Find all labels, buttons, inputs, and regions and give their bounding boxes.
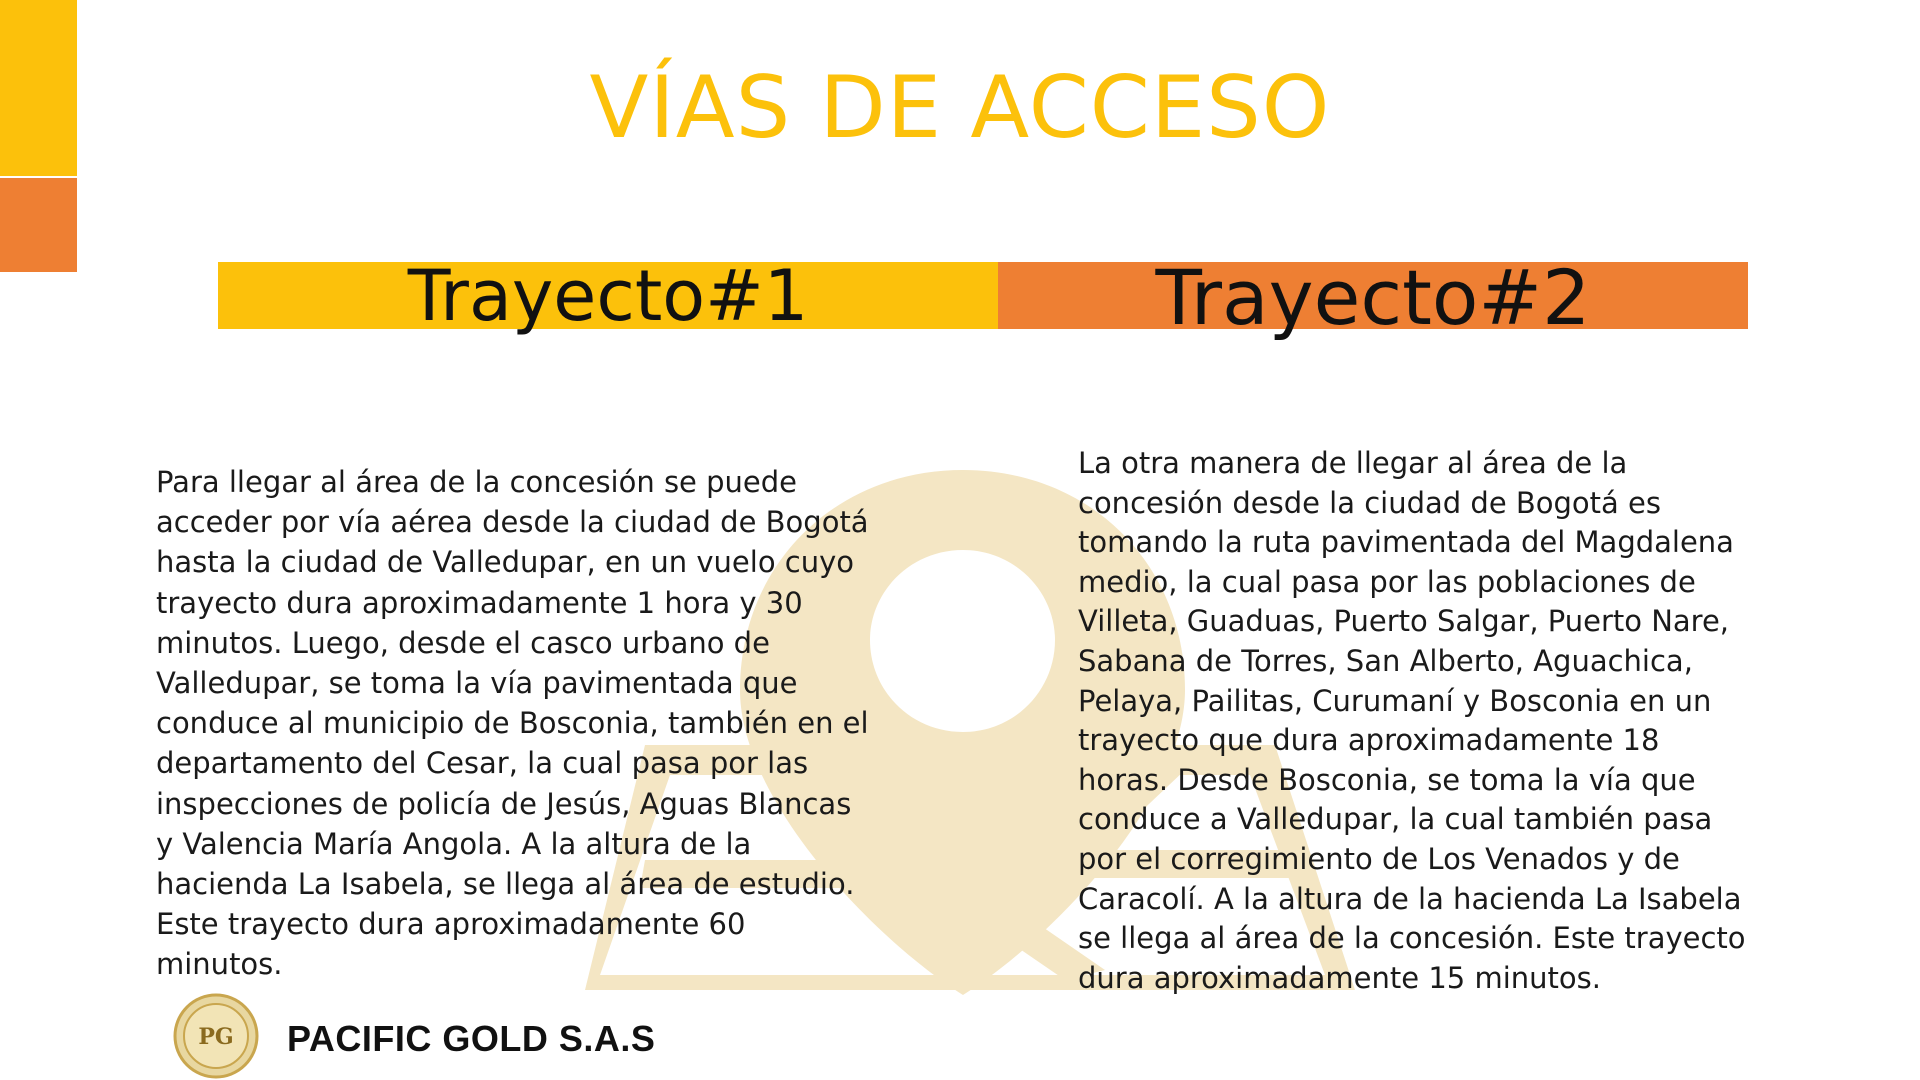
route-2-description: La otra manera de llegar al área de la concesión desde la ciudad de Bogotá es tomando la ruta pavimentada del Magdalena medio, la cual pasa por las poblaciones de Villeta, Guaduas, Puerto Salgar, Puerto Nare, Sabana de Torres, San Alberto, Aguachica, Pelaya, Pailitas, Curumaní y Bosconia en un trayecto que dura aproximadamente 18 horas. Desde Bosconia, se toma la vía que conduce a Valledupar, la cual también pasa por el corregimiento de Los Venados y de Caracolí. A la altura de la hacienda La Isabela se llega al área de la concesión. Este trayecto dura aproximadamente 15 minutos. [1078,446,1746,995]
route-1-label: Trayecto#1 [407,254,809,337]
company-logo [173,993,259,1079]
route-1-header [218,254,998,337]
route-2-header [998,252,1748,342]
slide-title: VÍAS DE ACCESO [589,58,1331,158]
company-name: PACIFIC GOLD S.A.S [287,1018,656,1059]
route-1-description: Para llegar al área de la concesión se puede acceder por vía aérea desde la ciudad de Bogotá hasta la ciudad de Valledupar, en un vuelo cuyo trayecto dura aproximadamente 1 hora y 30 minutos. Luego, desde el casco urbano de Valledupar, se toma la vía pavimentada que conduce al municipio de Bosconia, también en el departamento del Cesar, la cual pasa por las inspecciones de policía de Jesús, Aguas Blancas y Valencia María Angola. A la altura de la hacienda La Isabela, se llega al área de estudio. Este trayecto dura aproximadamente 60 minutos. [156,465,869,982]
logo-initials: PG [198,1024,234,1050]
route-2-label: Trayecto#2 [1155,252,1591,342]
accent-bar-orange [0,178,77,272]
